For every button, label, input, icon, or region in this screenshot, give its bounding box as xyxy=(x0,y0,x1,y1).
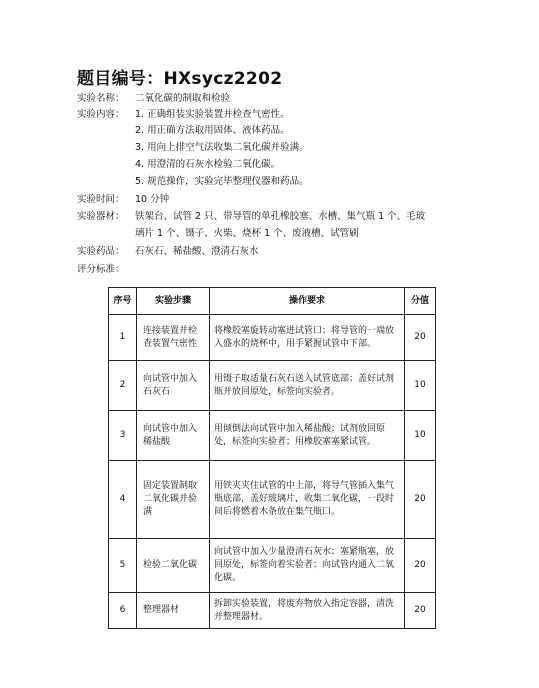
row-no: 3 xyxy=(109,411,137,461)
header-step: 实验步骤 xyxy=(137,288,210,315)
row-step: 固定装置制取二氧化碳并验满 xyxy=(137,461,210,539)
row-no: 4 xyxy=(109,461,137,539)
header-no: 序号 xyxy=(109,288,137,315)
content-line-1 xyxy=(77,108,290,121)
row-score: 10 xyxy=(405,411,436,461)
row-score: 20 xyxy=(405,539,436,593)
table-header-row xyxy=(109,288,436,315)
equipment-label: 实验器材： xyxy=(77,211,125,222)
problem-id-title: 题目编号：HXsycz2202 xyxy=(77,69,283,89)
row-no: 1 xyxy=(109,315,137,361)
row-requirement: 用镊子取适量石灰石送入试管底部；盖好试剂瓶并放回原处，标签向实验者。 xyxy=(210,361,405,411)
time-label: 实验时间： xyxy=(77,194,125,205)
header-score: 分值 xyxy=(405,288,436,315)
header-requirement: 操作要求 xyxy=(210,288,405,315)
scoring-label: 评分标准： xyxy=(77,264,125,275)
row-requirement: 拆卸实验装置，将废弃物放入指定容器，清洗并整理器材。 xyxy=(210,593,405,629)
content-item-1: 1. 正确组装实验装置并检查气密性。 xyxy=(135,109,290,120)
content-item-5: 5. 规范操作，实验完毕整理仪器和药品。 xyxy=(135,176,309,187)
reagents-label: 实验药品： xyxy=(77,246,125,257)
row-step: 向试管中加入稀盐酸 xyxy=(137,411,210,461)
reagents-line xyxy=(77,245,259,258)
reagents-value: 石灰石、稀盐酸、澄清石灰水 xyxy=(135,246,259,257)
row-score: 10 xyxy=(405,361,436,411)
row-no: 5 xyxy=(109,539,137,593)
equipment-line-1 xyxy=(77,210,425,223)
table-row xyxy=(109,411,436,461)
equipment-value-1: 铁架台、试管 2 只、带导管的单孔橡胶塞、水槽、集气瓶 1 个、毛玻 xyxy=(135,211,426,222)
row-requirement: 用倾倒法向试管中加入稀盐酸；试剂放回原处，标签向实验者；用橡胶塞塞紧试管。 xyxy=(210,411,405,461)
row-step: 向试管中加入石灰石 xyxy=(137,361,210,411)
row-score: 20 xyxy=(405,461,436,539)
table-row xyxy=(109,593,436,629)
row-no: 6 xyxy=(109,593,137,629)
table-row xyxy=(109,539,436,593)
experiment-name-label: 实验名称： xyxy=(77,93,125,104)
time-line xyxy=(77,193,169,206)
row-step: 检验二氧化碳 xyxy=(137,539,210,593)
equipment-value-2: 璃片 1 个、镊子、火柴、烧杯 1 个、废液槽、试管刷 xyxy=(135,228,359,239)
content-label: 实验内容： xyxy=(77,109,125,120)
row-no: 2 xyxy=(109,361,137,411)
row-step: 整理器材 xyxy=(137,593,210,629)
row-requirement: 将橡胶塞旋转动塞进试管口；将导管的一端放入盛水的烧杯中，用手紧握试管中下部。 xyxy=(210,315,405,361)
row-score: 20 xyxy=(405,593,436,629)
time-value: 10 分钟 xyxy=(135,194,170,205)
row-requirement: 向试管中加入少量澄清石灰水；塞紧瓶塞，放回原处，标签向着实验者；向试管内通入二氧化碳。 xyxy=(210,539,405,593)
experiment-name-value: 二氧化碳的制取和检验 xyxy=(135,93,231,104)
content-item-2: 2. 用正确方法取用固体、液体药品。 xyxy=(135,125,290,136)
row-requirement: 用铁夹夹住试管的中上部，将导气管插入集气瓶底部，盖好玻璃片，收集二氧化碳，一段时间后将燃着木条放在集气瓶口。 xyxy=(210,461,405,539)
row-score: 20 xyxy=(405,315,436,361)
scoring-table xyxy=(108,287,436,629)
experiment-name-line xyxy=(77,92,230,105)
row-step: 连接装置并检查装置气密性 xyxy=(137,315,210,361)
table-row xyxy=(109,461,436,539)
content-item-3: 3. 用向上排空气法收集二氧化碳并验满。 xyxy=(135,142,309,153)
content-item-4: 4. 用澄清的石灰水检验二氧化碳。 xyxy=(135,159,281,170)
table-row xyxy=(109,361,436,411)
table-row xyxy=(109,315,436,361)
